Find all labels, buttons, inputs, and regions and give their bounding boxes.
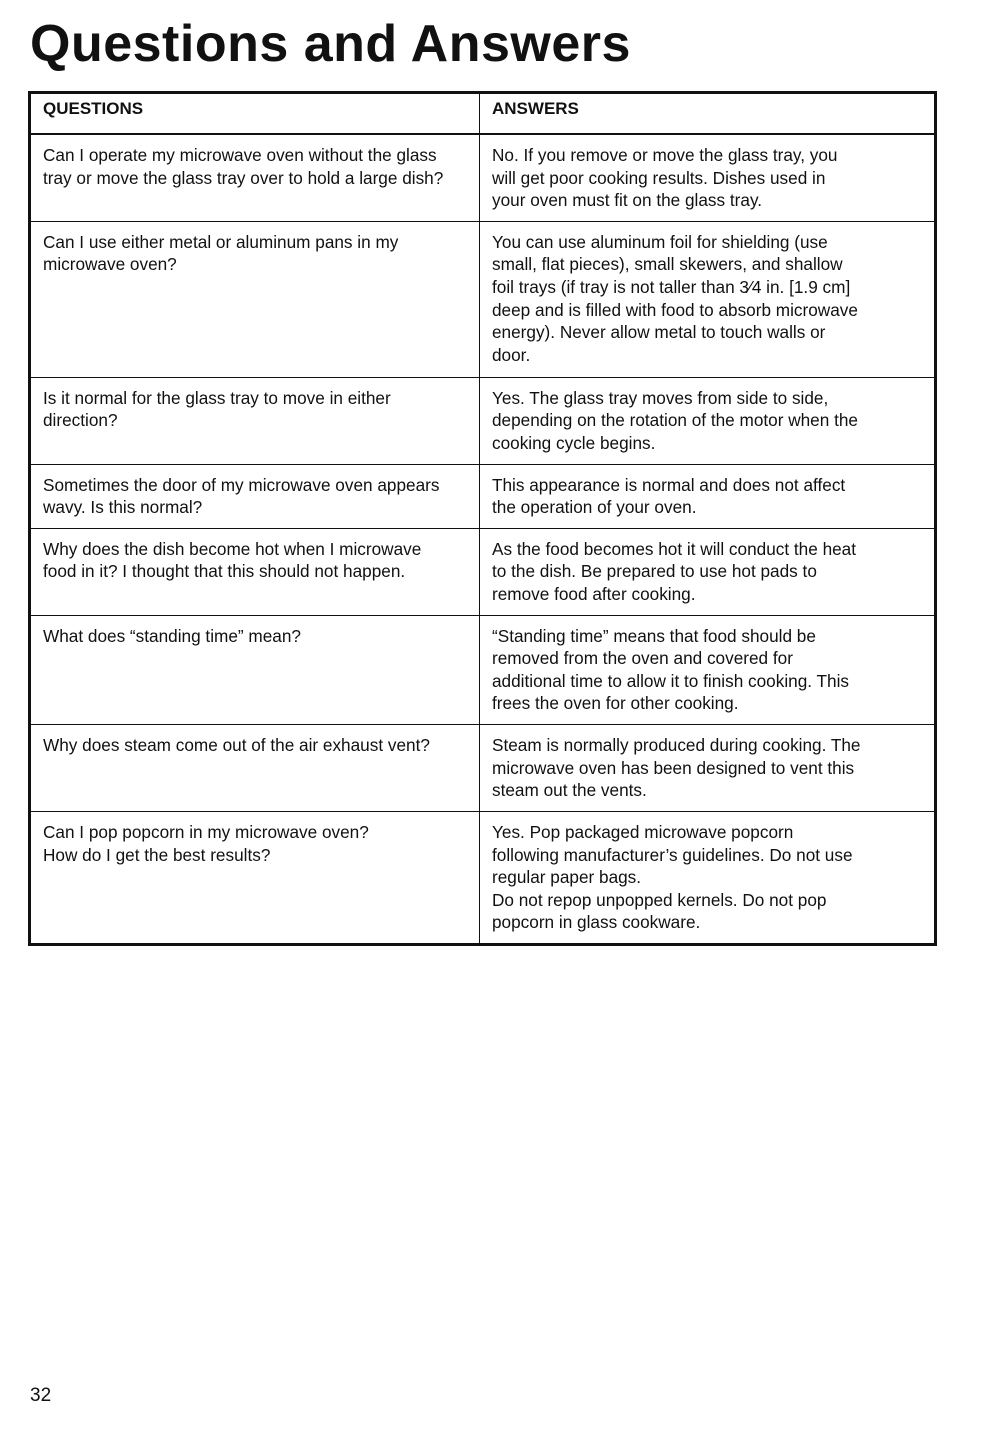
answer-cell: Steam is normally produced during cooking. The microwave oven has been designed to vent this steam out the vents. [480,724,936,811]
qa-table [28,91,937,946]
answer-cell: Yes. The glass tray moves from side to side, depending on the rotation of the motor when the cooking cycle begins. [480,377,936,464]
question-cell: Can I pop popcorn in my microwave oven? How do I get the best results? [30,811,480,944]
page-title: Questions and Answers [30,15,631,73]
question-cell: Is it normal for the glass tray to move in either direction? [30,377,480,464]
page-number: 32 [30,1385,52,1406]
table-row [30,724,936,811]
question-cell: Can I use either metal or aluminum pans in my microwave oven? [30,221,480,377]
table-row [30,615,936,724]
table-row [30,464,936,528]
table-header-row [30,93,936,135]
answer-cell: As the food becomes hot it will conduct the heat to the dish. Be prepared to use hot pads to remove food after cooking. [480,528,936,615]
answer-cell: “Standing time” means that food should be removed from the oven and covered for additional time to allow it to finish cooking. This frees the oven for other cooking. [480,615,936,724]
column-header-answers: ANSWERS [480,93,936,135]
answer-cell: You can use aluminum foil for shielding (use small, flat pieces), small skewers, and shallow foil trays (if tray is not taller than 3⁄4 in. [1.9 cm] deep and is filled with food to absorb microwave energy). Never allow metal to touch walls or door. [480,221,936,377]
answer-cell: This appearance is normal and does not affect the operation of your oven. [480,464,936,528]
question-cell: Can I operate my microwave oven without the glass tray or move the glass tray over to hold a large dish? [30,134,480,221]
column-header-questions: QUESTIONS [30,93,480,135]
table-row [30,221,936,377]
answer-cell: Yes. Pop packaged microwave popcorn following manufacturer’s guidelines. Do not use regular paper bags. Do not repop unpopped kernels. Do not pop popcorn in glass cookware. [480,811,936,944]
question-cell: What does “standing time” mean? [30,615,480,724]
question-cell: Why does steam come out of the air exhaust vent? [30,724,480,811]
answer-cell: No. If you remove or move the glass tray, you will get poor cooking results. Dishes used in your oven must fit on the glass tray. [480,134,936,221]
question-cell: Sometimes the door of my microwave oven appears wavy. Is this normal? [30,464,480,528]
table-row [30,528,936,615]
table-row [30,134,936,221]
table-row [30,811,936,944]
question-cell: Why does the dish become hot when I microwave food in it? I thought that this should not happen. [30,528,480,615]
table-row [30,377,936,464]
